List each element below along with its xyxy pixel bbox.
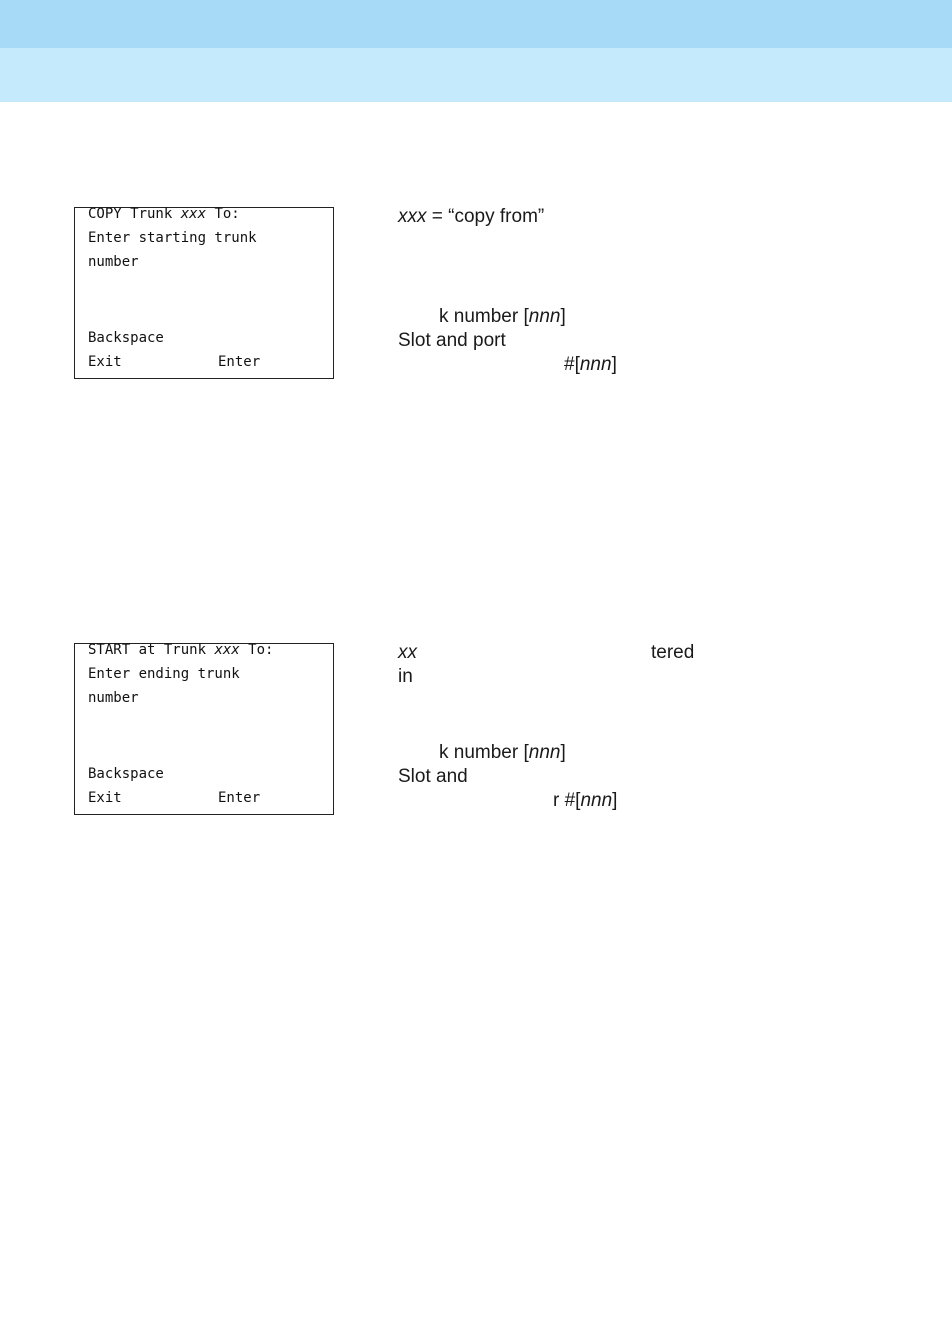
note-hash-entry xyxy=(553,790,617,812)
note-trunk-suffix: ] xyxy=(560,306,566,327)
note-trunk-prefix: k number [ xyxy=(439,306,529,327)
backspace-softkey[interactable]: Backspace xyxy=(88,330,164,346)
screen-prompt-line: Enter ending trunk xyxy=(88,666,240,682)
screen-title xyxy=(88,206,240,222)
note-trunk-suffix: ] xyxy=(560,742,566,763)
screen-title-variable: xxx xyxy=(214,642,240,658)
note-slot-port: Slot and xyxy=(398,766,468,787)
note-start-variable xyxy=(398,642,417,664)
header-band-bottom xyxy=(0,48,952,102)
enter-softkey[interactable]: Enter xyxy=(218,354,261,370)
screen-prompt-line-2: number xyxy=(88,254,139,270)
backspace-softkey[interactable]: Backspace xyxy=(88,766,164,782)
screen-title-suffix: To: xyxy=(206,206,240,222)
note-start-tail: tered xyxy=(651,642,695,663)
note-trunk-number xyxy=(439,742,566,764)
enter-softkey[interactable]: Enter xyxy=(218,790,261,806)
note-trunk-variable: nnn xyxy=(528,742,561,763)
screen-title-prefix: COPY Trunk xyxy=(88,206,181,222)
header-band-top xyxy=(0,0,952,48)
note-hash-prefix: r #[ xyxy=(553,790,581,811)
note-hash-suffix: ] xyxy=(612,790,618,811)
screen-prompt-line: Enter starting trunk xyxy=(88,230,257,246)
note-slot-port: Slot and port xyxy=(398,330,506,351)
note-trunk-number xyxy=(439,306,566,328)
screen-title-prefix: START at Trunk xyxy=(88,642,215,658)
note-hash-suffix: ] xyxy=(611,354,617,375)
exit-softkey[interactable]: Exit xyxy=(88,790,122,806)
note-hash-entry xyxy=(564,354,617,376)
note-hash-variable: nnn xyxy=(579,354,612,375)
note-trunk-variable: nnn xyxy=(528,306,561,327)
console-screen-start xyxy=(74,643,334,815)
screen-prompt-line-2: number xyxy=(88,690,139,706)
console-screen-copy xyxy=(74,207,334,379)
screen-title-suffix: To: xyxy=(239,642,274,658)
note-variable: xxx xyxy=(398,206,427,227)
note-hash-prefix: #[ xyxy=(564,354,580,375)
note-variable: xx xyxy=(398,642,417,663)
screen-title-variable: xxx xyxy=(180,206,207,222)
exit-softkey[interactable]: Exit xyxy=(88,354,122,370)
note-start-line2: in xyxy=(398,666,413,687)
note-hash-variable: nnn xyxy=(580,790,613,811)
note-copy-from xyxy=(398,206,544,228)
note-trunk-prefix: k number [ xyxy=(439,742,529,763)
screen-title xyxy=(88,642,273,658)
note-text: = “copy from” xyxy=(426,206,545,227)
